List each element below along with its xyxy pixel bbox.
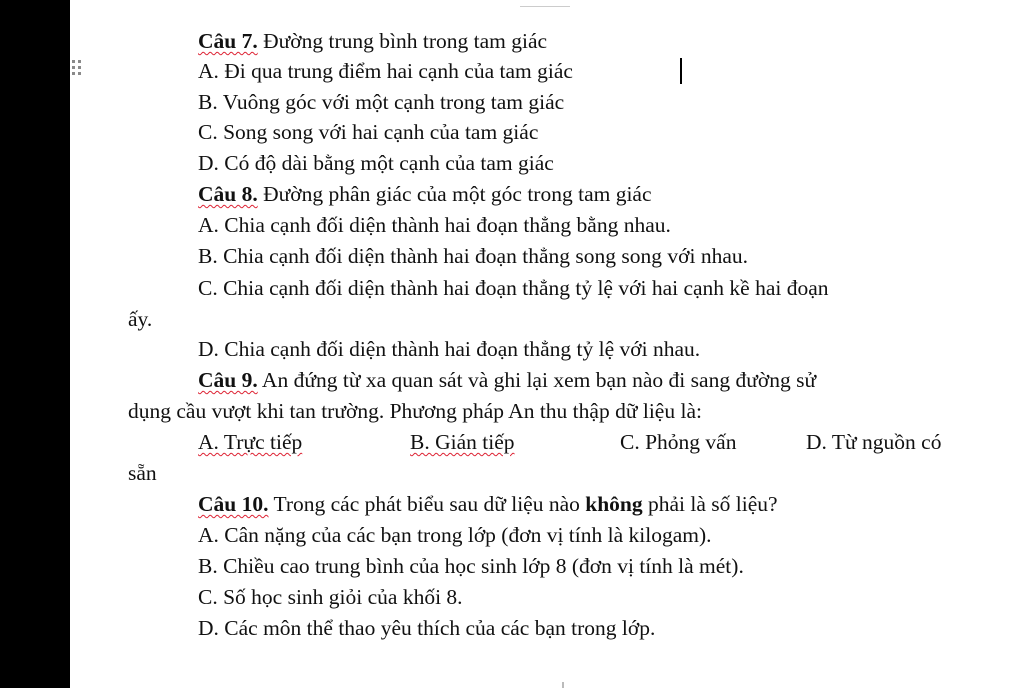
option-c: C. Chia cạnh đối diện thành hai đoạn thẳng tỷ lệ với hai cạnh kề hai đoạn — [198, 276, 829, 300]
ruler-mark — [520, 0, 570, 7]
question-stem: An đứng từ xa quan sát và ghi lại xem bạn nào đi sang đường sử — [257, 368, 817, 392]
option-b: B. Vuông góc với một cạnh trong tam giác — [198, 90, 565, 114]
option-a: A. Chia cạnh đối diện thành hai đoạn thẳng bằng nhau. — [198, 213, 671, 237]
question-stem-bold: không — [585, 492, 643, 516]
ruler-mark — [562, 682, 564, 688]
option-d: D. Có độ dài bằng một cạnh của tam giác — [198, 151, 554, 175]
option-d-continuation: sẵn — [128, 461, 157, 485]
option-b: B. Chia cạnh đối diện thành hai đoạn thẳng song song với nhau. — [198, 244, 748, 268]
question-label: Câu 7. — [198, 29, 258, 53]
drag-handle-icon[interactable] — [72, 60, 82, 82]
option-d: D. Chia cạnh đối diện thành hai đoạn thẳng tỷ lệ với nhau. — [198, 337, 701, 361]
question-9 — [198, 367, 816, 393]
question-stem-end: phải là số liệu? — [642, 492, 778, 516]
option-b: B. Chiều cao trung bình của học sinh lớp 8 (đơn vị tính là mét). — [198, 554, 744, 578]
option-c: C. Số học sinh giỏi của khối 8. — [198, 585, 463, 609]
question-10 — [198, 491, 778, 517]
option-d: D. Các môn thể thao yêu thích của các bạn trong lớp. — [198, 616, 656, 640]
question-label: Câu 8. — [198, 182, 258, 206]
question-7 — [198, 28, 547, 54]
option-c: C. Song song với hai cạnh của tam giác — [198, 120, 539, 144]
option-b: B. Gián tiếp — [410, 430, 515, 454]
question-stem: Trong các phát biểu sau dữ liệu nào — [268, 492, 586, 516]
option-a: A. Cân nặng của các bạn trong lớp (đơn vị tính là kilogam). — [198, 523, 712, 547]
question-8 — [198, 181, 652, 207]
question-stem: Đường trung bình trong tam giác — [257, 29, 548, 53]
option-d: D. Từ nguồn có — [806, 430, 942, 454]
question-stem: Đường phân giác của một góc trong tam giác — [257, 182, 652, 206]
option-a: A. Đi qua trung điểm hai cạnh của tam giác — [198, 59, 573, 83]
question-label: Câu 10. — [198, 492, 269, 516]
question-label: Câu 9. — [198, 368, 258, 392]
text-cursor — [680, 58, 682, 84]
option-c-continuation: ấy. — [128, 307, 153, 331]
option-a: A. Trực tiếp — [198, 430, 303, 454]
question-stem-continuation: dụng cầu vượt khi tan trường. Phương pháp An thu thập dữ liệu là: — [128, 399, 702, 423]
option-c: C. Phỏng vấn — [620, 430, 737, 454]
